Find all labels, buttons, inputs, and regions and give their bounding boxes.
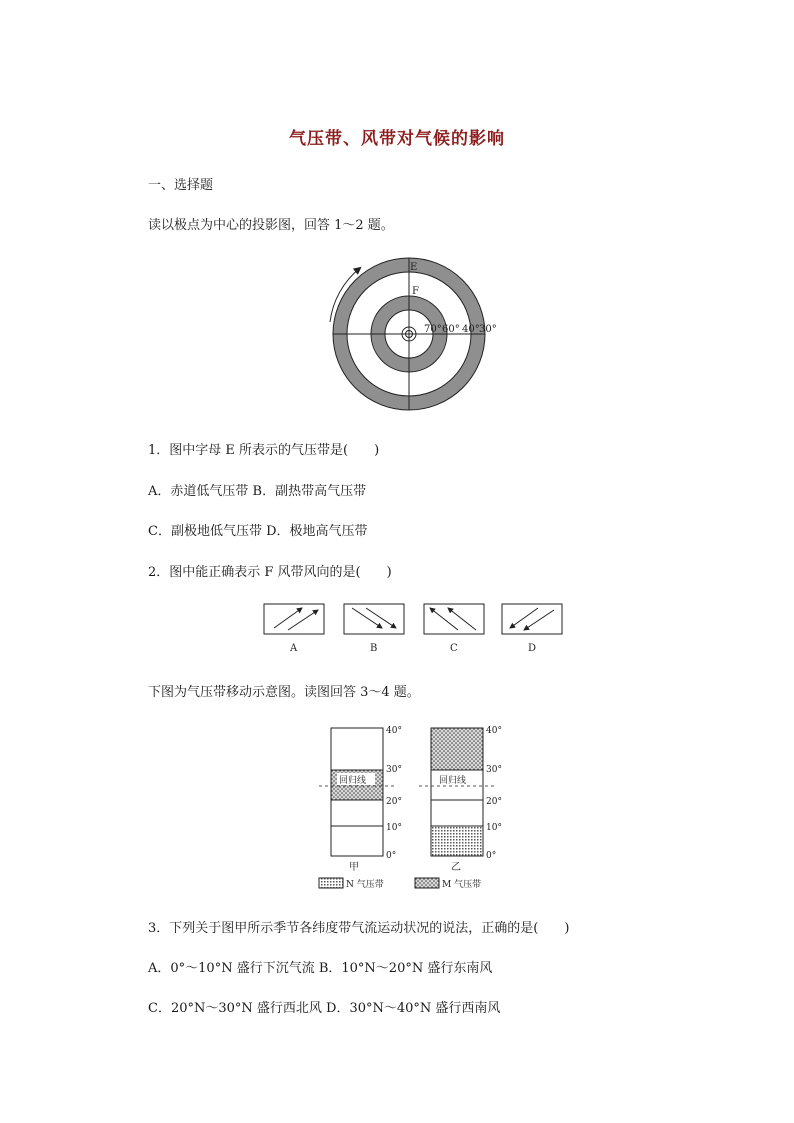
question-2-stem: 2．图中能正确表示 F 风带风向的是( ): [148, 565, 392, 580]
intro-3-4: 下图为气压带移动示意图。读图回答 3～4 题。: [148, 685, 420, 700]
tick-yi-30: 30°: [486, 765, 502, 775]
column-jia: [319, 726, 402, 873]
tick-yi-40: 40°: [486, 726, 502, 736]
label-e: E: [410, 262, 418, 273]
option-d-arrow-2: [524, 610, 554, 630]
intro-1-2: 读以极点为中心的投影图，回答 1～2 题。: [148, 218, 394, 233]
question-1-stem: 1．图中字母 E 所表示的气压带是( ): [148, 443, 380, 458]
tick-yi-20: 20°: [486, 797, 502, 807]
option-b-arrow-1: [352, 608, 382, 628]
page-title: 气压带、风带对气候的影响: [289, 129, 505, 149]
question-1-options-row-1: A．赤道低气压带 B．副热带高气压带: [148, 484, 367, 499]
option-a-arrow-1: [274, 608, 302, 628]
lat-label-30: 30°: [479, 324, 497, 335]
legend-n-label: N 气压带: [346, 880, 384, 890]
option-b-arrow-2: [366, 608, 396, 628]
question-3-options-row-2: C．20°N～30°N 盛行西北风 D．30°N～40°N 盛行西南风: [148, 1001, 501, 1016]
lat-label-70: 70°: [424, 324, 442, 335]
question-1-options-row-2: C．副极地低气压带 D．极地高气压带: [148, 524, 368, 539]
option-b-label: B: [370, 643, 378, 654]
option-c-arrow-1: [430, 608, 458, 630]
tropic-label-yi: 回归线: [439, 776, 467, 786]
legend-m-label: M 气压带: [442, 880, 482, 890]
column-yi: [419, 726, 502, 873]
tick-jia-10: 10°: [386, 823, 402, 833]
option-a-label: A: [290, 643, 298, 654]
n-belt-yi: [431, 826, 483, 856]
option-a-box: [264, 604, 324, 634]
option-d-label: D: [528, 643, 537, 654]
pressure-belt-movement-figure: [315, 722, 515, 894]
legend-m-swatch: [415, 878, 439, 888]
tick-jia-40: 40°: [386, 726, 402, 736]
wind-direction-options-figure: [262, 600, 566, 660]
tick-yi-10: 10°: [486, 823, 502, 833]
label-f: F: [412, 286, 419, 297]
option-c-box: [424, 604, 484, 634]
option-c-label: C: [450, 643, 458, 654]
option-d-box: [502, 604, 562, 634]
lat-label-40: 40°: [462, 324, 480, 335]
question-3-stem: 3．下列关于图甲所示季节各纬度带气流运动状况的说法，正确的是( ): [148, 921, 570, 936]
section-heading: 一、选择题: [148, 178, 214, 193]
legend-n-swatch: [319, 878, 343, 888]
legend: [319, 878, 481, 890]
caption-yi: 乙: [451, 862, 461, 873]
option-a-arrow-2: [288, 610, 318, 630]
option-b-box: [344, 604, 404, 634]
option-c-arrow-2: [448, 608, 476, 630]
m-belt-yi: [431, 728, 483, 770]
tick-jia-20: 20°: [386, 797, 402, 807]
tropic-label-jia: 回归线: [339, 776, 367, 786]
option-d-arrow-1: [510, 608, 538, 628]
tick-jia-0: 0°: [386, 851, 397, 861]
tick-yi-0: 0°: [486, 851, 497, 861]
question-3-options-row-1: A．0°～10°N 盛行下沉气流 B．10°N～20°N 盛行东南风: [148, 961, 493, 976]
polar-projection-figure: [315, 254, 515, 414]
tick-jia-30: 30°: [386, 765, 402, 775]
caption-jia: 甲: [349, 862, 359, 873]
lat-label-60: 60°: [442, 324, 460, 335]
